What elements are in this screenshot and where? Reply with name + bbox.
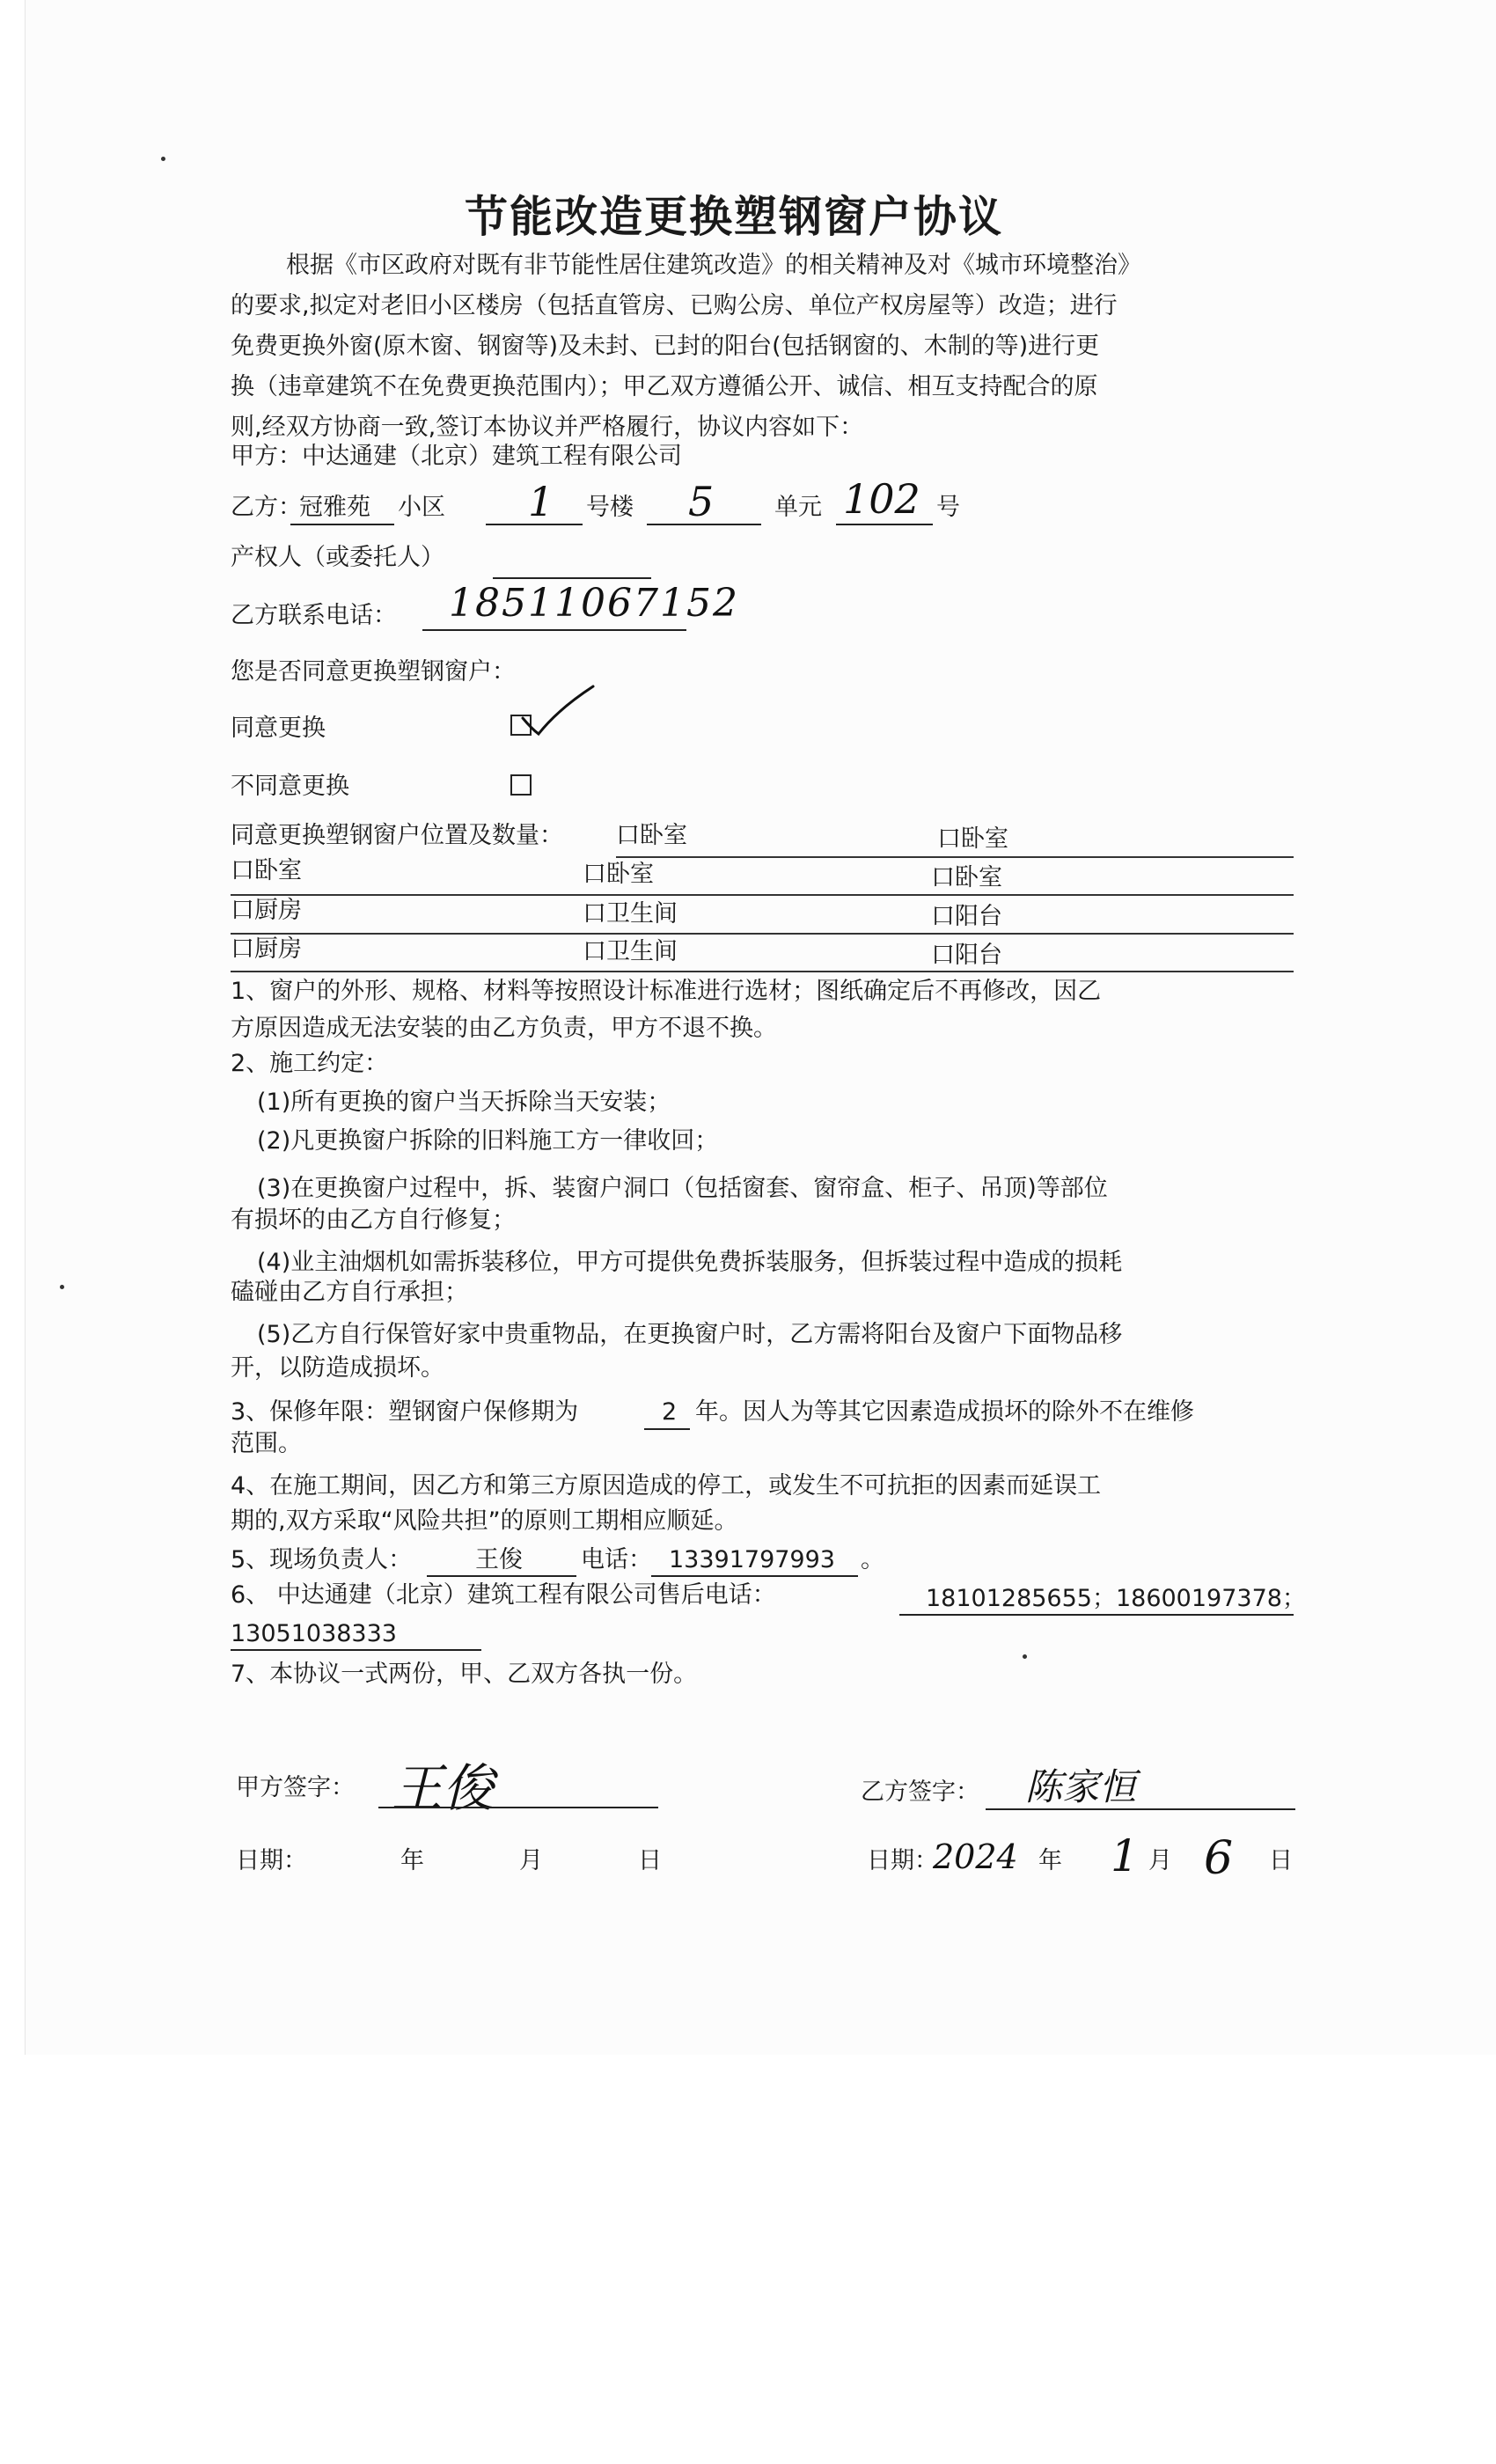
intro-line-1: 根据《市区政府对既有非节能性居住建筑改造》的相关精神及对《城市环境整治》 [286, 252, 1141, 279]
clause-line: 磕碰由乙方自行承担； [231, 1279, 468, 1306]
location-item[interactable]: 口卧室 [937, 825, 1008, 853]
party-b-signature [1025, 1758, 1136, 1811]
party-a-date-day: 日 [638, 1847, 662, 1874]
clause-line: 1、窗户的外形、规格、材料等按照设计标准进行选材；图纸确定后不再修改，因乙 [231, 978, 1102, 1005]
location-item[interactable]: 口卫生间 [583, 900, 678, 928]
document-title: 节能改造更换塑钢窗户协议 [465, 192, 1004, 242]
aftersale-phone3: 13051038333 [231, 1620, 397, 1647]
party-b-date-year: 年 [1038, 1847, 1062, 1874]
intro-line-2: 的要求,拟定对老旧小区楼房（包括直管房、已购公房、单位产权房屋等）改造；进行 [231, 292, 1118, 319]
scan-speck [161, 157, 165, 161]
location-item[interactable]: 口阳台 [931, 903, 1002, 930]
clause-line: (1)所有更换的窗户当天拆除当天安装； [257, 1089, 671, 1116]
clause-line: (3)在更换窗户过程中，拆、装窗户洞口（包括窗套、窗帘盒、柜子、吊顶)等部位 [257, 1175, 1108, 1202]
phone-underline [422, 629, 686, 631]
agree-checkmark-icon [519, 683, 598, 744]
aftersale-underline-2 [231, 1649, 481, 1651]
party-b-unit-suffix: 单元 [774, 494, 822, 521]
party-b-date-month-value: 1 [1111, 1830, 1139, 1881]
party-a-signature-text: 王俊 [392, 1758, 495, 1818]
location-rule [231, 971, 1294, 972]
agree-label: 同意更换 [231, 715, 326, 742]
building-underline [486, 524, 583, 525]
clause4-line: 期的,双方采取“风险共担”的原则工期相应顺延。 [231, 1507, 738, 1535]
location-item[interactable]: 口阳台 [931, 942, 1002, 969]
party-a-sign-line [378, 1807, 658, 1808]
location-item[interactable]: 口卧室 [583, 861, 654, 888]
owner-underline [493, 577, 651, 579]
party-b-signature-text: 陈家恒 [1025, 1765, 1137, 1808]
phone-label: 乙方联系电话： [231, 602, 397, 629]
onsite-name: 王俊 [475, 1546, 523, 1573]
disagree-label: 不同意更换 [231, 773, 349, 800]
party-b-sign-line [986, 1808, 1295, 1810]
party-b-building-value: 1 [528, 478, 554, 525]
onsite-label: 5、现场负责人： [231, 1546, 413, 1573]
location-item[interactable]: 口卫生间 [583, 938, 678, 965]
clause4-line: 4、在施工期间，因乙方和第三方原因造成的停工，或发生不可抗拒的因素而延误工 [231, 1472, 1102, 1500]
aftersale-phones: 18101285655；18600197378； [926, 1585, 1306, 1612]
warranty-line2: 范围。 [231, 1430, 302, 1457]
warranty-underline [644, 1428, 690, 1430]
owner-label: 产权人（或委托人） [231, 544, 444, 571]
aftersale-label: 6、 中达通建（北京）建筑工程有限公司售后电话： [231, 1581, 776, 1609]
aftersale-underline [899, 1614, 1294, 1616]
phone-value: 18511067152 [449, 581, 739, 626]
clause7: 7、本协议一式两份，甲、乙双方各执一份。 [231, 1661, 698, 1688]
room-underline [836, 524, 933, 525]
warranty-years: 2 [662, 1398, 678, 1426]
party-b-label: 乙方： [231, 494, 302, 521]
party-a: 甲方：中达通建（北京）建筑工程有限公司 [231, 443, 682, 470]
clause-line: 有损坏的由乙方自行修复； [231, 1206, 516, 1234]
onsite-end: 。 [861, 1546, 884, 1573]
onsite-name-underline [427, 1575, 576, 1577]
community-underline [290, 524, 394, 525]
party-b-date-day-value: 6 [1204, 1832, 1234, 1885]
warranty-prefix: 3、保修年限：塑钢窗户保修期为 [231, 1398, 579, 1426]
location-item[interactable]: 口卧室 [616, 822, 687, 849]
party-a-date-year: 年 [400, 1847, 424, 1874]
party-b-date-year-value: 2024 [933, 1837, 1018, 1876]
location-rule [231, 933, 1294, 935]
onsite-phone-underline [651, 1575, 858, 1577]
party-b-date-label: 日期： [867, 1847, 938, 1874]
clause-line: 开，以防造成损坏。 [231, 1354, 444, 1382]
clause-line: (5)乙方自行保管好家中贵重物品，在更换窗户时，乙方需将阳台及窗户下面物品移 [257, 1321, 1123, 1348]
location-item[interactable]: 口卧室 [931, 864, 1002, 891]
party-b-community-value: 冠雅苑 [299, 494, 370, 521]
clause-line: (4)业主油烟机如需拆装移位，甲方可提供免费拆装服务，但拆装过程中造成的损耗 [257, 1249, 1123, 1276]
locations-label: 同意更换塑钢窗户位置及数量： [231, 822, 563, 849]
consent-question: 您是否同意更换塑钢窗户： [231, 658, 516, 686]
party-b-sign-label: 乙方签字： [861, 1778, 979, 1806]
onsite-phone: 13391797993 [669, 1546, 835, 1573]
onsite-phone-label: 电话： [581, 1546, 652, 1573]
clause-line: (2)凡更换窗户拆除的旧料施工方一律收回； [257, 1127, 719, 1155]
intro-line-3: 免费更换外窗(原木窗、钢窗等)及未封、已封的阳台(包括钢窗的、木制的等)进行更 [231, 333, 1100, 360]
clause-line: 方原因造成无法安装的由乙方负责，甲方不退不换。 [231, 1015, 777, 1042]
location-item[interactable]: 口卧室 [231, 857, 302, 884]
party-a-signature [392, 1747, 494, 1821]
location-rule [616, 856, 1294, 858]
intro-line-5: 则,经双方协商一致,签订本协议并严格履行，协议内容如下： [231, 414, 864, 441]
party-b-date-month: 月 [1148, 1847, 1172, 1874]
party-b-building-suffix: 号楼 [586, 494, 634, 521]
party-b-unit-value: 5 [688, 478, 715, 525]
party-b-room-value: 102 [843, 475, 920, 523]
scan-speck [60, 1285, 64, 1289]
scan-speck [1023, 1654, 1027, 1659]
party-a-date-label: 日期： [236, 1847, 307, 1874]
intro-line-4: 换（违章建筑不在免费更换范围内）；甲乙双方遵循公开、诚信、相互支持配合的原 [231, 373, 1098, 400]
party-b-date-day: 日 [1269, 1847, 1293, 1874]
location-rule [231, 894, 1294, 896]
party-b-community-suffix: 小区 [398, 494, 445, 521]
unit-underline [647, 524, 761, 525]
warranty-suffix: 年。因人为等其它因素造成损坏的除外不在维修 [695, 1398, 1194, 1426]
location-item[interactable]: 口厨房 [231, 897, 302, 924]
clause-line: 2、施工约定： [231, 1050, 389, 1077]
location-item[interactable]: 口厨房 [231, 935, 302, 963]
disagree-checkbox[interactable] [510, 774, 534, 796]
party-b-room-suffix: 号 [936, 494, 960, 521]
party-a-date-month: 月 [519, 1847, 543, 1874]
party-a-sign-label: 甲方签字： [236, 1774, 355, 1801]
